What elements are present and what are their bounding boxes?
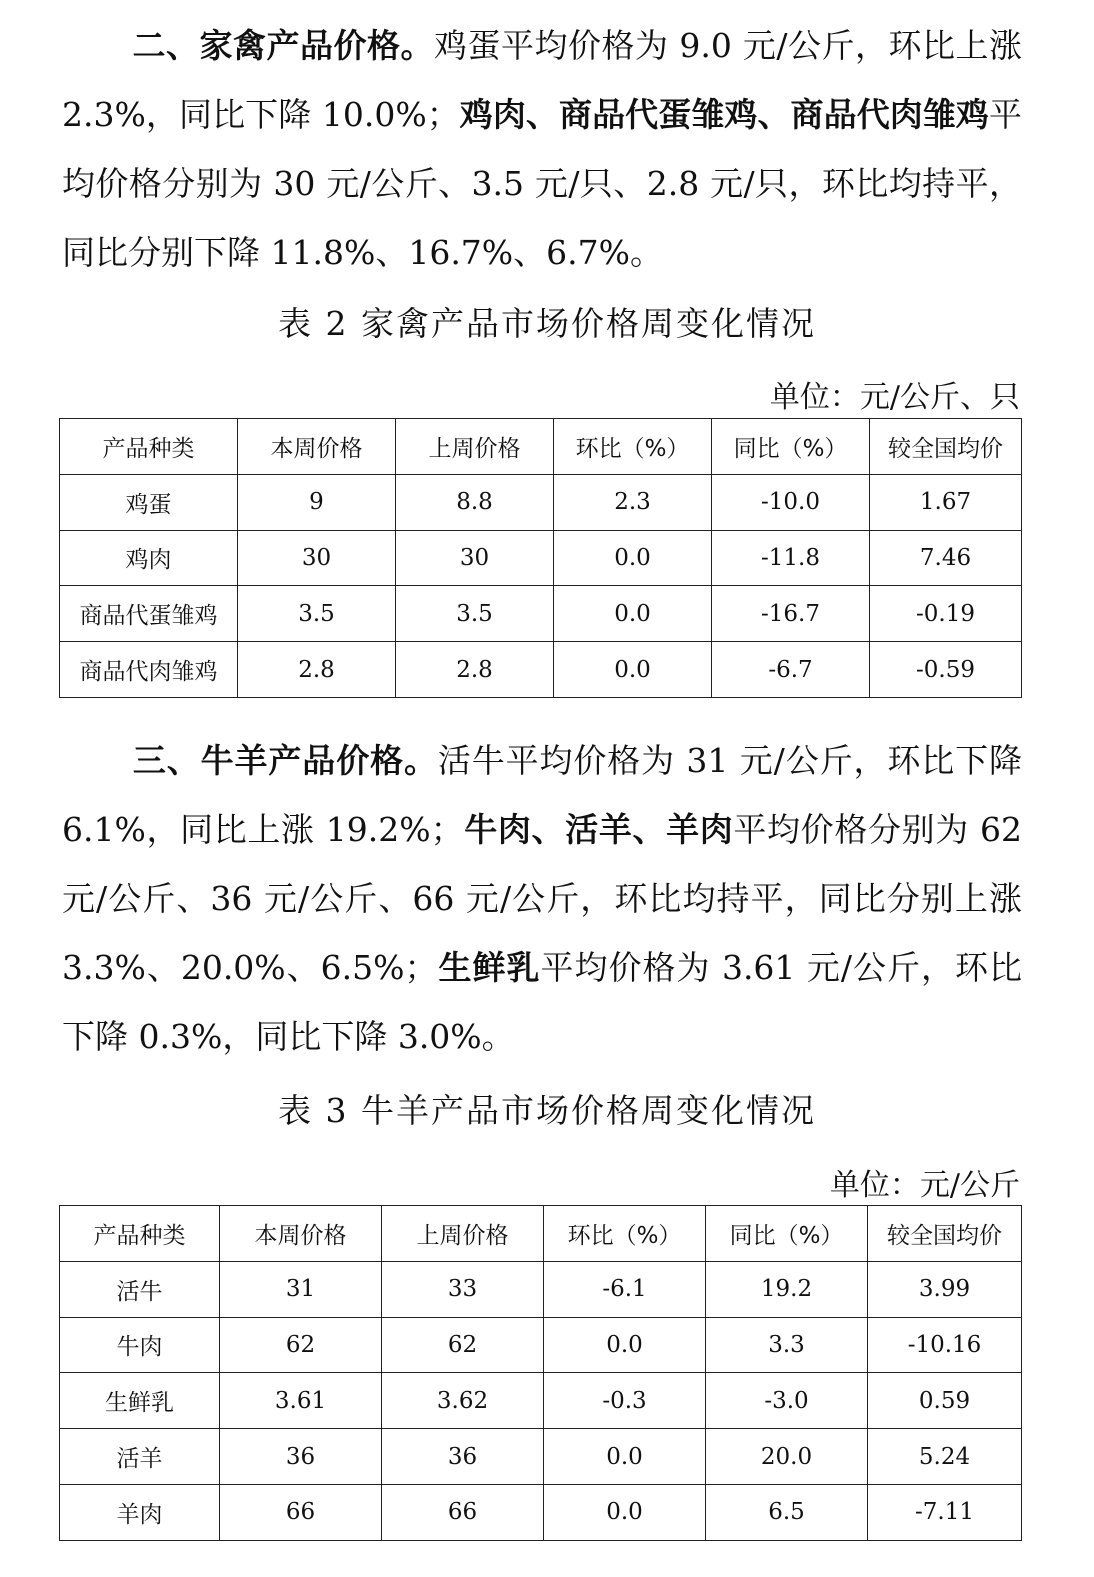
cell-yoy: -11.8 [712, 530, 870, 586]
cell-last-week: 30 [396, 530, 554, 586]
section3-text-milk: 平均价格为 3.61 元/公斤，环比下降 0.3%，同比下降 3.0%。 [62, 948, 1023, 1056]
cell-vs-national: 1.67 [870, 474, 1022, 530]
cell-last-week: 3.5 [396, 586, 554, 642]
col-header-yoy: 同比（%） [706, 1206, 868, 1262]
cell-last-week: 8.8 [396, 474, 554, 530]
cell-this-week: 62 [220, 1317, 382, 1373]
table2-caption: 表 2 家禽产品市场价格周变化情况 [278, 304, 816, 343]
cell-yoy: -3.0 [706, 1373, 868, 1429]
section2-heading: 二、家禽产品价格。 [132, 26, 434, 65]
cell-wow: 0.0 [544, 1484, 706, 1540]
cell-product: 商品代蛋雏鸡 [60, 586, 238, 642]
table-row [60, 1373, 1022, 1429]
table-header-row [60, 419, 1022, 475]
cell-product: 羊肉 [60, 1484, 220, 1540]
cell-product: 鸡肉 [60, 530, 238, 586]
cell-yoy: -6.7 [712, 642, 870, 698]
cell-wow: 0.0 [554, 530, 712, 586]
cell-vs-national: -0.59 [870, 642, 1022, 698]
cell-this-week: 3.5 [238, 586, 396, 642]
cell-wow: -6.1 [544, 1261, 706, 1317]
cell-wow: 0.0 [554, 586, 712, 642]
cell-vs-national: -0.19 [870, 586, 1022, 642]
cell-yoy: 20.0 [706, 1429, 868, 1485]
cell-last-week: 3.62 [382, 1373, 544, 1429]
col-header-wow: 环比（%） [544, 1206, 706, 1262]
cell-product: 鸡蛋 [60, 474, 238, 530]
cell-this-week: 30 [238, 530, 396, 586]
cell-product: 商品代肉雏鸡 [60, 642, 238, 698]
cell-this-week: 2.8 [238, 642, 396, 698]
table3-caption: 表 3 牛羊产品市场价格周变化情况 [278, 1091, 816, 1130]
cell-wow: 0.0 [544, 1429, 706, 1485]
table-row [60, 530, 1022, 586]
table-row [60, 1484, 1022, 1540]
cell-vs-national: 7.46 [870, 530, 1022, 586]
section2-text-eggs: 鸡蛋平均价格为 9.0 元/公斤，环比上涨 2.3%，同比下降 10.0%； [62, 26, 1022, 134]
table-row [60, 642, 1022, 698]
section2-subheading: 鸡肉、商品代蛋雏鸡、商品代肉雏鸡 [459, 95, 989, 134]
section3-text-meat: 平均价格分别为 62 元/公斤、36 元/公斤、66 元/公斤，环比均持平，同比分别上涨 3.3%、20.0%、6.5%； [62, 810, 1023, 987]
table2-unit: 单位：元/公斤、只 [769, 380, 1020, 415]
section2-text-poultry: 平均价格分别为 30 元/公斤、3.5 元/只、2.8 元/只，环比均持平，同比分别下降 11.8%、16.7%、6.7%。 [62, 95, 1022, 272]
col-header-yoy: 同比（%） [712, 419, 870, 475]
table3 [59, 1205, 1022, 1541]
col-header-product: 产品种类 [60, 1206, 220, 1262]
col-header-product: 产品种类 [60, 419, 238, 475]
cell-yoy: -10.0 [712, 474, 870, 530]
cell-vs-national: -7.11 [868, 1484, 1022, 1540]
cell-yoy: 19.2 [706, 1261, 868, 1317]
table2 [59, 418, 1022, 698]
cell-vs-national: 3.99 [868, 1261, 1022, 1317]
table3-unit: 单位：元/公斤 [829, 1168, 1020, 1203]
cell-yoy: 3.3 [706, 1317, 868, 1373]
cell-last-week: 62 [382, 1317, 544, 1373]
cell-last-week: 36 [382, 1429, 544, 1485]
cell-yoy: 6.5 [706, 1484, 868, 1540]
cell-yoy: -16.7 [712, 586, 870, 642]
cell-this-week: 3.61 [220, 1373, 382, 1429]
cell-product: 活羊 [60, 1429, 220, 1485]
cell-wow: 2.3 [554, 474, 712, 530]
col-header-vs-national: 较全国均价 [870, 419, 1022, 475]
col-header-last-week: 上周价格 [382, 1206, 544, 1262]
col-header-this-week: 本周价格 [238, 419, 396, 475]
table-header-row [60, 1206, 1022, 1262]
table-row [60, 1429, 1022, 1485]
section2-paragraph [62, 11, 1022, 287]
cell-this-week: 66 [220, 1484, 382, 1540]
section3-heading: 三、牛羊产品价格。 [132, 741, 438, 780]
cell-this-week: 31 [220, 1261, 382, 1317]
cell-last-week: 2.8 [396, 642, 554, 698]
cell-wow: -0.3 [544, 1373, 706, 1429]
col-header-vs-national: 较全国均价 [868, 1206, 1022, 1262]
table-row [60, 1261, 1022, 1317]
section3-paragraph [62, 726, 1022, 1071]
section3-subheading-meat: 牛肉、活羊、羊肉 [463, 810, 734, 849]
table-row [60, 1317, 1022, 1373]
table-row [60, 474, 1022, 530]
cell-wow: 0.0 [554, 642, 712, 698]
cell-last-week: 66 [382, 1484, 544, 1540]
cell-last-week: 33 [382, 1261, 544, 1317]
col-header-this-week: 本周价格 [220, 1206, 382, 1262]
cell-vs-national: 5.24 [868, 1429, 1022, 1485]
col-header-wow: 环比（%） [554, 419, 712, 475]
cell-vs-national: 0.59 [868, 1373, 1022, 1429]
cell-vs-national: -10.16 [868, 1317, 1022, 1373]
cell-this-week: 36 [220, 1429, 382, 1485]
cell-product: 活牛 [60, 1261, 220, 1317]
section3-subheading-milk: 生鲜乳 [437, 948, 541, 987]
table-row [60, 586, 1022, 642]
section3-text-cattle: 活牛平均价格为 31 元/公斤，环比下降 6.1%，同比上涨 19.2%； [62, 741, 1023, 849]
col-header-last-week: 上周价格 [396, 419, 554, 475]
cell-this-week: 9 [238, 474, 396, 530]
cell-product: 牛肉 [60, 1317, 220, 1373]
cell-wow: 0.0 [544, 1317, 706, 1373]
cell-product: 生鲜乳 [60, 1373, 220, 1429]
